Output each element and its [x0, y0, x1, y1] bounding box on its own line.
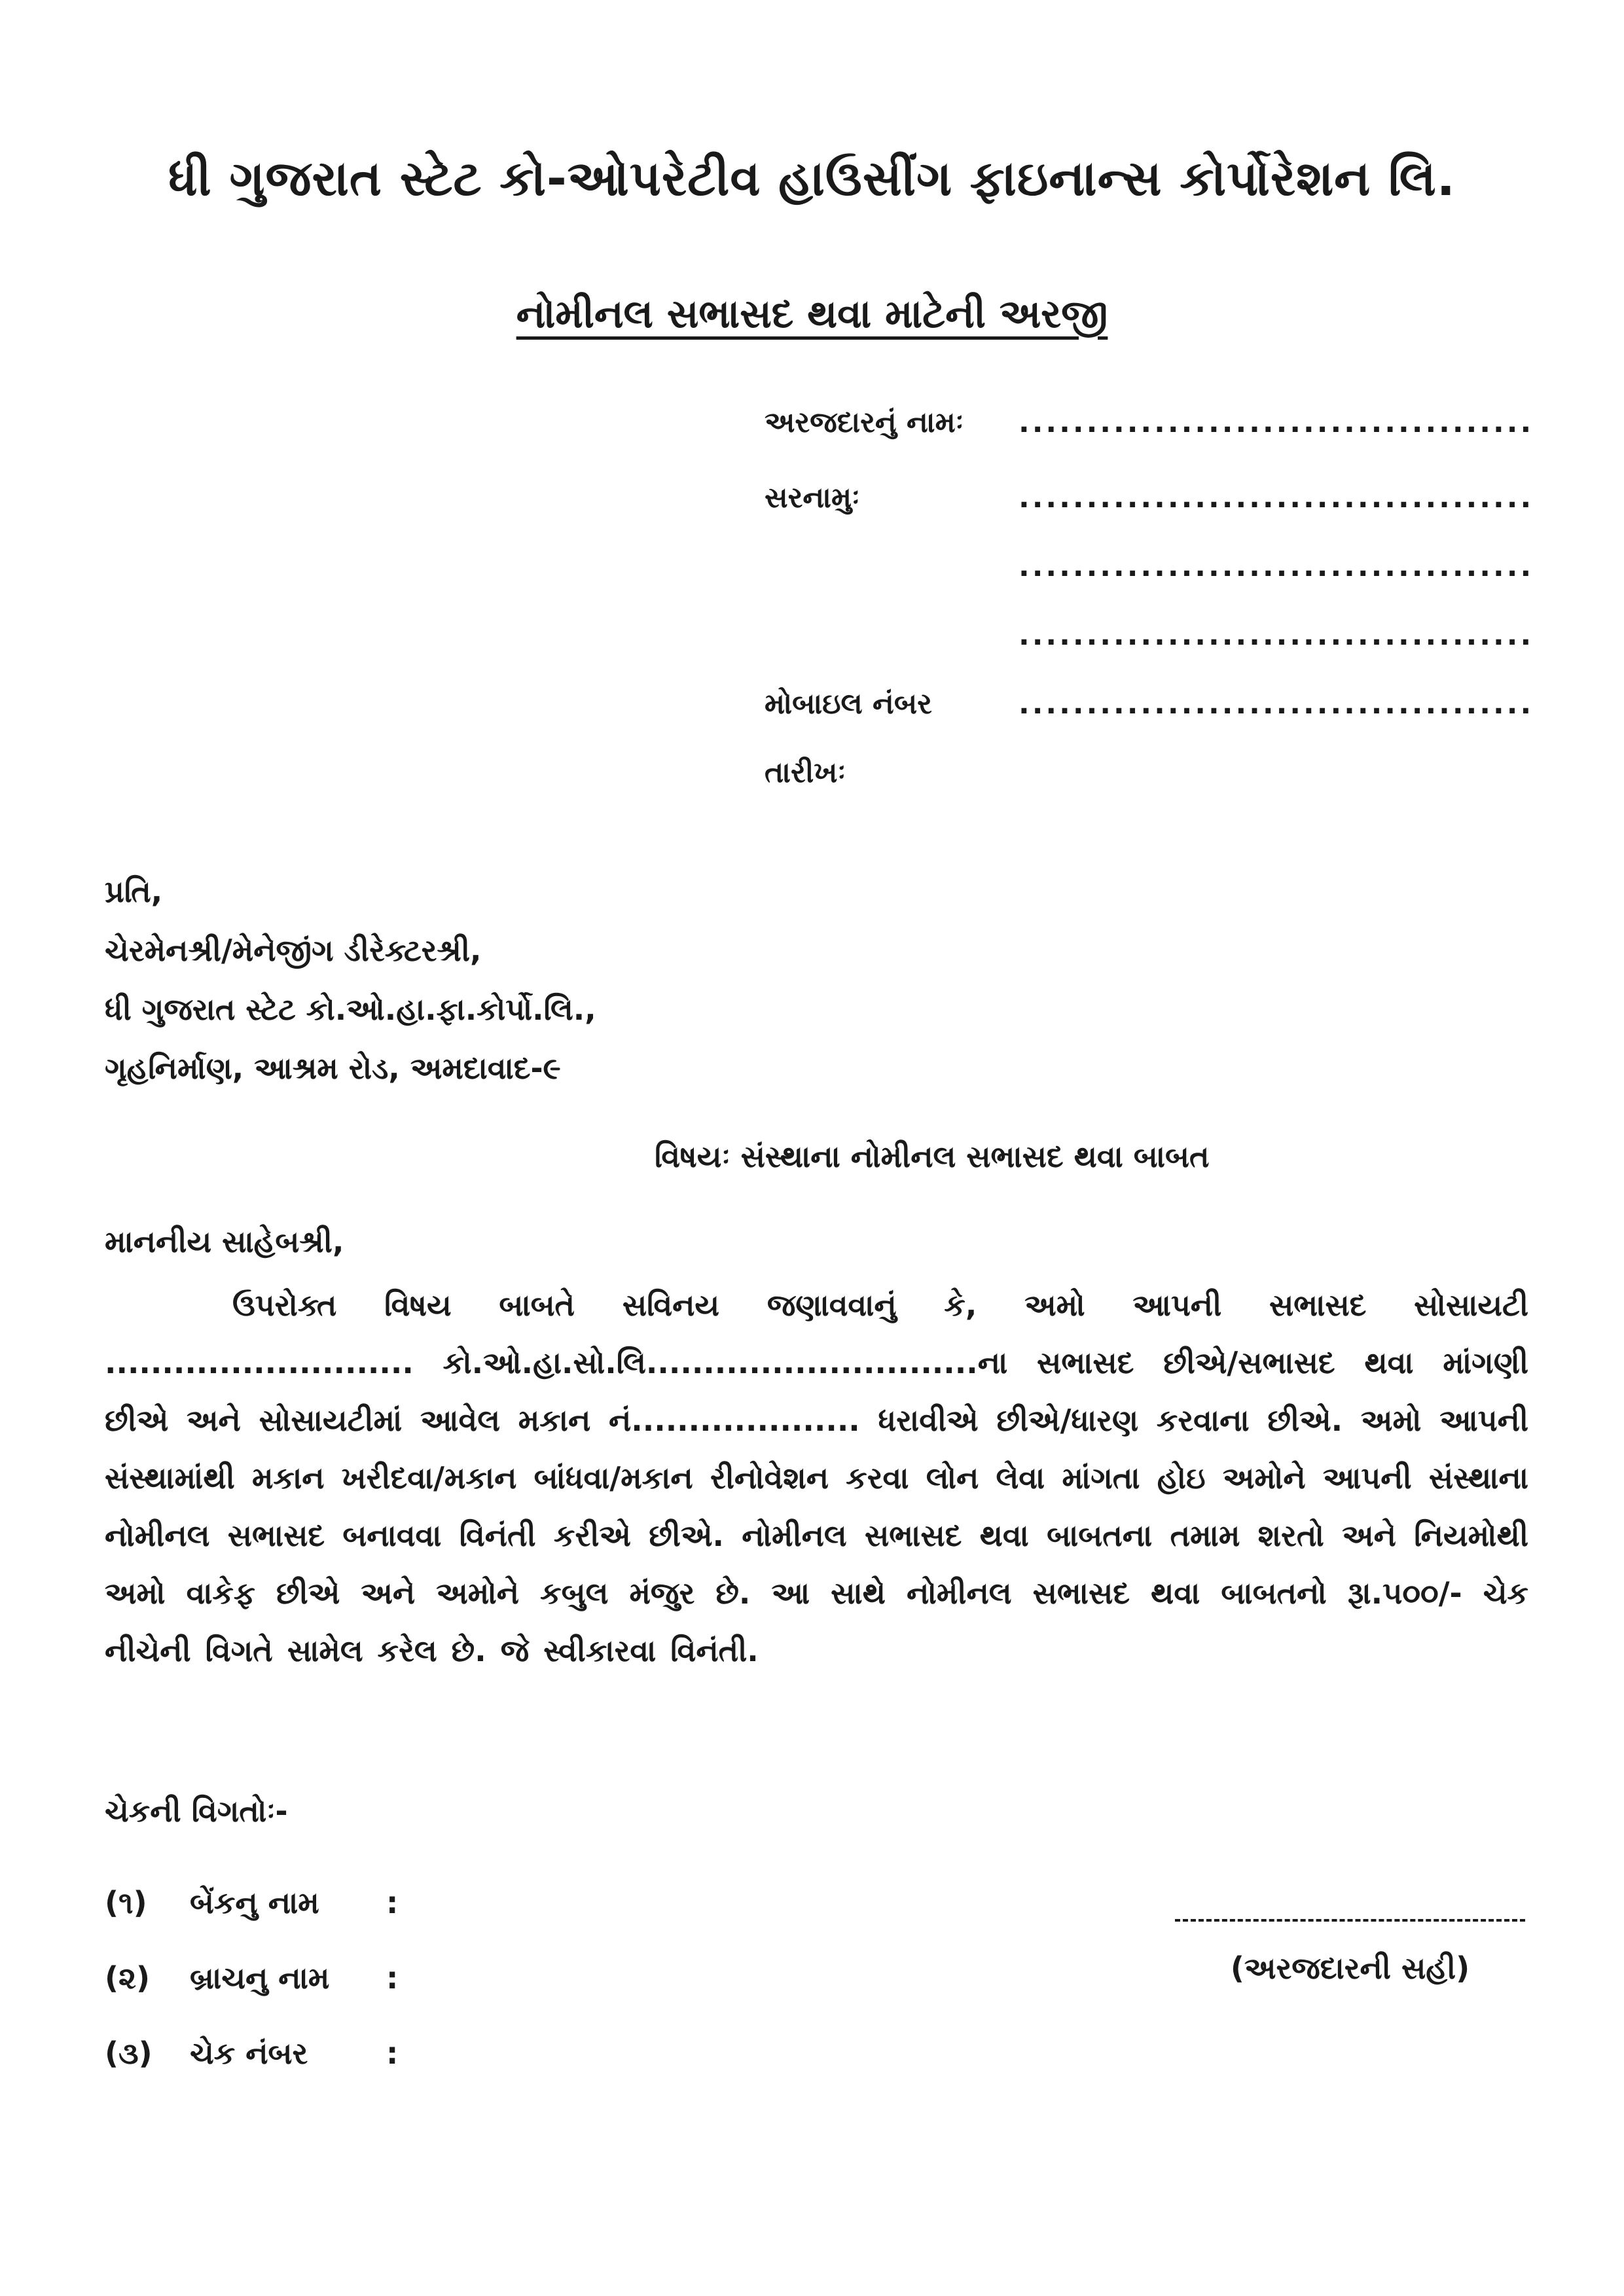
- form-subtitle: નોમીનલ સભાસદ થવા માટેની અરજી: [516, 291, 1108, 337]
- address-label: સરનામુઃ: [765, 481, 860, 514]
- mobile-number-field[interactable]: ......................................: [1019, 687, 1534, 721]
- cheque-row-number: (૨): [105, 1960, 151, 1996]
- applicant-name-field[interactable]: ......................................: [1019, 406, 1534, 439]
- cheque-row-cheque-number: [105, 2036, 398, 2072]
- mobile-number-label: મોબાઇલ નંબર: [765, 687, 932, 721]
- body-text: ઉપરોક્ત વિષય બાબતે સવિનય જણાવવાનું કે, અમો આપની સભાસદ સોસાયટી ........................... કો.ઓ.હા.સો.લિ.............................ના સભાસદ છીએ/સભાસદ થવા માંગણી છીએ અને સોસાયટીમાં આવેલ મકાન નં.................... ધરાવીએ છીએ/ધારણ કરવાના છીએ. અમો આપની સંસ્થામાંથી મકાન ખરીદવા/મકાન બાંધવા/મકાન રીનોવેશન કરવા લોન લેવા માંગતા હોઇ અમોને આપની સંસ્થાના નોમીનલ સભાસદ બનાવવા વિનંતી કરીએ છીએ. નોમીનલ સભાસદ થવા બાબતના તમામ શરતો અને નિયમોથી અમો વાકેફ છીએ અને અમોને કબુલ મંજુર છે. આ સાથે નોમીનલ સભાસદ થવા બાબતનો રૂા.૫૦૦/- ચેક નીચેની વિગતે સામેલ કરેલ છે. જે સ્વીકારવા વિનંતી.: [105, 1287, 1528, 1668]
- date-label: તારીખઃ: [765, 756, 846, 789]
- addressee-line-to: પ્રતિ,: [105, 874, 163, 909]
- signature-label: (અરજદારની સહી): [1230, 1950, 1470, 1986]
- salutation: માનનીય સાહેબશ્રી,: [105, 1224, 344, 1259]
- addressee-line-designation: ચેરમેનશ્રી/મેનેજીંગ ડીરેક્ટરશ્રી,: [105, 933, 482, 968]
- cheque-row-separator: :: [386, 1885, 399, 1920]
- cheque-row-number: (૩): [105, 2036, 153, 2071]
- addressee-line-address: ગૃહનિર્માણ, આશ્રમ રોડ, અમદાવાદ-૯: [105, 1050, 561, 1086]
- body-paragraph: [105, 1276, 1528, 1679]
- cheque-row-label: બ્રાચનુ નામ: [190, 1960, 330, 1996]
- cheque-row-separator: :: [386, 2036, 399, 2071]
- signature-line[interactable]: [1175, 1919, 1525, 1922]
- subject-line: વિષયઃ સંસ્થાના નોમીનલ સભાસદ થવા બાબત: [655, 1139, 1210, 1174]
- form-title: ધી ગુજરાત સ્ટેટ કો-ઓપરેટીવ હાઉસીંગ ફાઇનાન્સ કોર્પોરેશન લિ.: [168, 151, 1456, 207]
- cheque-row-separator: :: [386, 1960, 399, 1996]
- cheque-row-label: ચેક નંબર: [190, 2036, 308, 2071]
- cheque-row-number: (૧): [105, 1885, 147, 1920]
- addressee-line-organisation: ધી ગુજરાત સ્ટેટ કો.ઓ.હા.ફા.કોર્પો.લિ.,: [105, 992, 596, 1027]
- cheque-details-title: ચેકની વિગતોઃ-: [105, 1793, 288, 1829]
- cheque-row-label: બેંકનુ નામ: [190, 1885, 319, 1920]
- cheque-row-branch-name: [105, 1960, 398, 1997]
- address-field-line-1[interactable]: ......................................: [1019, 481, 1534, 514]
- applicant-name-label: અરજદારનું નામઃ: [765, 406, 964, 439]
- cheque-row-bank-name: [105, 1885, 398, 1922]
- address-field-line-2[interactable]: ......................................: [1019, 550, 1534, 583]
- address-field-line-3[interactable]: ......................................: [1019, 619, 1534, 652]
